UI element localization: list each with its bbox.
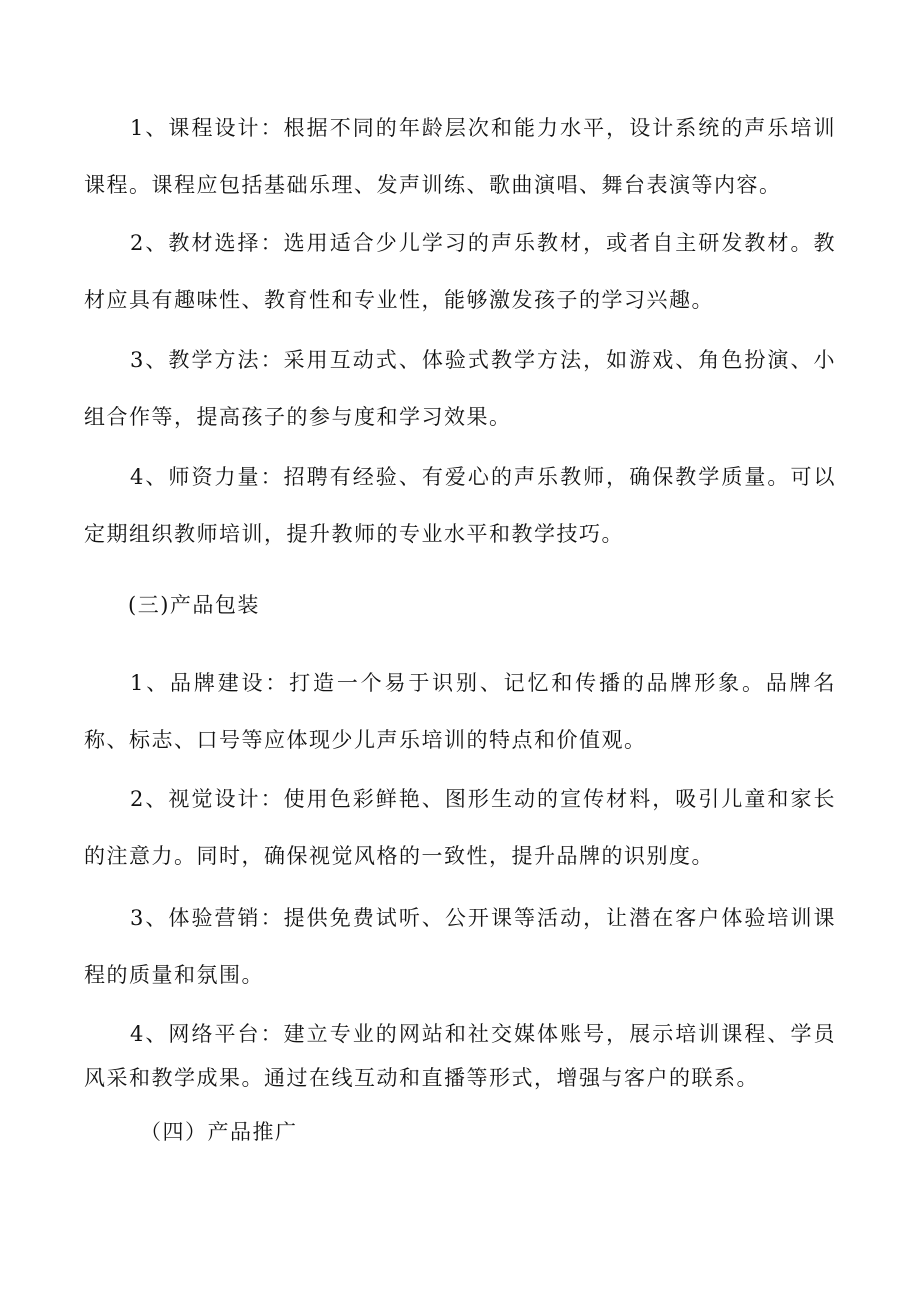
paragraph-online-platform: 4、网络平台：建立专业的网站和社交媒体账号，展示培训课程、学员风采和教学成果。通过在线互动和直播等形式，增强与客户的联系。 [84, 1022, 836, 1090]
paragraph-teaching-method: 3、教学方法：采用互动式、体验式教学方法，如游戏、角色扮演、小组合作等，提高孩子的参与度和学习效果。 [84, 348, 836, 429]
paragraph-experience-marketing: 3、体验营销：提供免费试听、公开课等活动，让潜在客户体验培训课程的质量和氛围。 [84, 906, 836, 987]
paragraph-visual-design: 2、视觉设计：使用色彩鲜艳、图形生动的宣传材料，吸引儿童和家长的注意力。同时，确保视觉风格的一致性，提升品牌的识别度。 [84, 787, 836, 868]
section-heading-product-packaging: (三)产品包装 [128, 593, 260, 617]
paragraph-brand-building: 1、品牌建设：打造一个易于识别、记忆和传播的品牌形象。品牌名称、标志、口号等应体现少儿声乐培训的特点和价值观。 [84, 671, 836, 752]
paragraph-textbook-selection: 2、教材选择：选用适合少儿学习的声乐教材，或者自主研发教材。教材应具有趣味性、教育性和专业性，能够激发孩子的学习兴趣。 [84, 231, 836, 312]
section-heading-product-promotion: （四）产品推广 [140, 1120, 298, 1144]
paragraph-course-design: 1、课程设计：根据不同的年龄层次和能力水平，设计系统的声乐培训课程。课程应包括基础乐理、发声训练、歌曲演唱、舞台表演等内容。 [84, 116, 836, 197]
paragraph-faculty: 4、师资力量：招聘有经验、有爱心的声乐教师，确保教学质量。可以定期组织教师培训，提升教师的专业水平和教学技巧。 [84, 465, 836, 546]
